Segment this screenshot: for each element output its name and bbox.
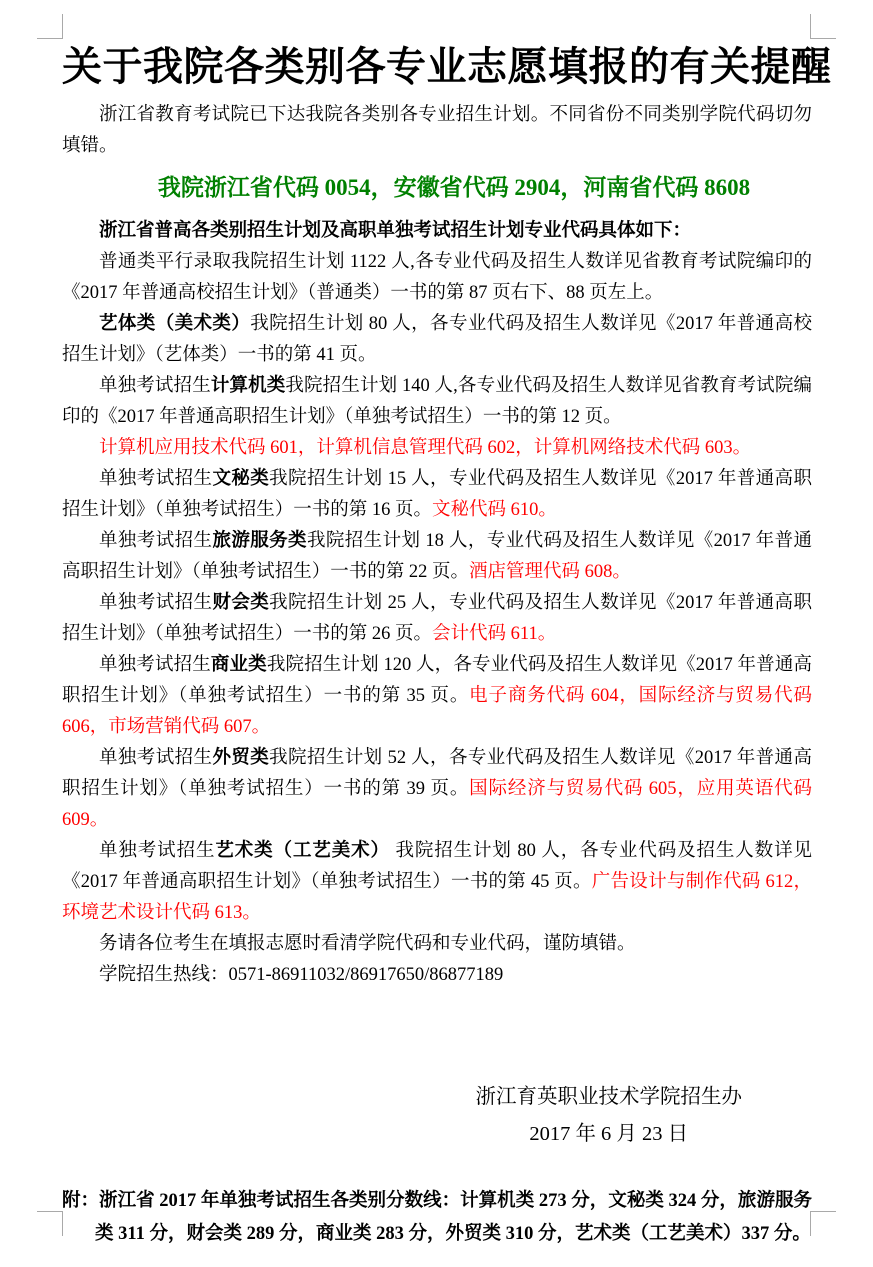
margin-crop-mark-bottom-right <box>810 1211 836 1236</box>
text-segment: 单独考试招生 <box>99 469 213 489</box>
text-segment-red: 电子商务代码 604，国际经济与贸易代码 606，市场营销代码 607。 <box>62 686 812 737</box>
text-segment-red: 广告设计与制作代码 612，环境艺术设计代码 613。 <box>62 872 812 923</box>
body-paragraph <box>62 247 812 309</box>
text-segment-bold: 外贸类 <box>212 748 270 768</box>
body-paragraph <box>62 960 812 991</box>
text-segment: 我院招生计划 18 人，专业代码及招生人数详见《2017 年普通高职招生计划》（单独考试招生）一书的第 22 页。 <box>62 531 812 582</box>
signature-block <box>476 1079 743 1153</box>
text-segment-bold: 艺术类（工艺美术） <box>215 841 390 861</box>
intro-paragraph: 浙江省教育考试院已下达我院各类别各专业招生计划。不同省份不同类别学院代码切勿填错。 <box>62 105 812 156</box>
text-segment: 我院招生计划 52 人，各专业代码及招生人数详见《2017 年普通高职招生计划》（单独考试招生）一书的第 39 页。 <box>62 748 812 799</box>
body-paragraph <box>62 650 812 743</box>
text-segment: 我院招生计划 15 人，专业代码及招生人数详见《2017 年普通高职招生计划》（单独考试招生）一书的第 16 页。 <box>62 469 812 520</box>
text-segment: 普通类平行录取我院招生计划 1122 人,各专业代码及招生人数详见省教育考试院编印的《2017 年普通高校招生计划》（普通类）一书的第 87 页右下、88 页左上。 <box>62 252 812 303</box>
text-segment-bold: 计算机类 <box>210 376 286 396</box>
appendix-label: 附： <box>62 1191 100 1211</box>
appendix-text: 浙江省 2017 年单独考试招生各类别分数线：计算机类 273 分，文秘类 324 分，旅游服务类 311 分，财会类 289 分，商业类 283 分，外贸类 310 分，艺术类（工艺美术）337 分。 <box>95 1191 812 1244</box>
signature-date: 2017 年 6 月 23 日 <box>529 1123 689 1145</box>
text-segment: 单独考试招生 <box>99 655 211 675</box>
province-codes-highlight: 我院浙江省代码 0054，安徽省代码 2904，河南省代码 8608 <box>157 175 751 200</box>
text-segment-red: 计算机应用技术代码 601，计算机信息管理代码 602，计算机网络技术代码 603。 <box>99 438 752 458</box>
margin-crop-mark-top-left <box>37 14 63 39</box>
text-segment: 单独考试招生 <box>99 841 216 861</box>
text-segment: 我院招生计划 25 人，专业代码及招生人数详见《2017 年普通高职招生计划》（单独考试招生）一书的第 26 页。 <box>62 593 812 644</box>
text-segment: 我院招生计划 120 人，各专业代码及招生人数详见《2017 年普通高职招生计划》（单独考试招生）一书的第 35 页。 <box>62 655 812 706</box>
text-segment-red: 国际经济与贸易代码 605，应用英语代码 609。 <box>62 779 812 830</box>
text-segment: 单独考试招生 <box>99 748 213 768</box>
page-title: 关于我院各类别各专业志愿填报的有关提醒 <box>62 44 832 89</box>
text-segment-bold: 艺体类（美术类） <box>99 314 251 334</box>
text-segment: 单独考试招生 <box>99 593 213 613</box>
text-segment-bold: 财会类 <box>212 593 270 613</box>
margin-crop-mark-bottom-left <box>37 1211 63 1236</box>
signature-organization: 浙江育英职业技术学院招生办 <box>475 1086 742 1108</box>
text-segment-red: 文秘代码 610。 <box>432 500 557 520</box>
body-paragraph <box>62 433 812 464</box>
body-paragraph <box>62 216 812 247</box>
body-paragraph <box>62 371 812 433</box>
text-segment: 我院招生计划 140 人,各专业代码及招生人数详见省教育考试院编印的《2017 年普通高职招生计划》（单独考试招生）一书的第 12 页。 <box>62 376 812 427</box>
body-paragraphs <box>62 216 812 991</box>
body-paragraph <box>62 743 812 836</box>
text-segment-bold: 文秘类 <box>212 469 270 489</box>
body-paragraph <box>62 588 812 650</box>
text-segment: 我院招生计划 80 人，各专业代码及招生人数详见《2017 年普通高职招生计划》（单独考试招生）一书的第 45 页。 <box>62 841 812 892</box>
text-segment: 单独考试招生 <box>99 531 213 551</box>
text-segment-bold: 商业类 <box>210 655 267 675</box>
text-segment: 务请各位考生在填报志愿时看清学院代码和专业代码，谨防填错。 <box>99 934 636 954</box>
document-content <box>62 44 832 1251</box>
text-segment: 单独考试招生 <box>99 376 211 396</box>
body-paragraph <box>62 929 812 960</box>
body-paragraph <box>62 526 812 588</box>
text-segment: 学院招生热线：0571-86911032/86917650/86877189 <box>99 965 504 985</box>
body-paragraph <box>62 836 812 929</box>
text-segment-bold: 旅游服务类 <box>212 531 307 551</box>
body-paragraph <box>62 464 812 526</box>
body-paragraph <box>62 309 812 371</box>
text-segment: 我院招生计划 80 人，各专业代码及招生人数详见《2017 年普通高校招生计划》（艺体类）一书的第 41 页。 <box>62 314 812 365</box>
text-segment-red: 酒店管理代码 608。 <box>469 562 631 582</box>
appendix-note <box>62 1185 812 1251</box>
text-segment-bold: 浙江省普高各类别招生计划及高职单独考试招生计划专业代码具体如下： <box>99 221 692 241</box>
margin-crop-mark-top-right <box>810 14 836 39</box>
text-segment-red: 会计代码 611。 <box>432 624 557 644</box>
